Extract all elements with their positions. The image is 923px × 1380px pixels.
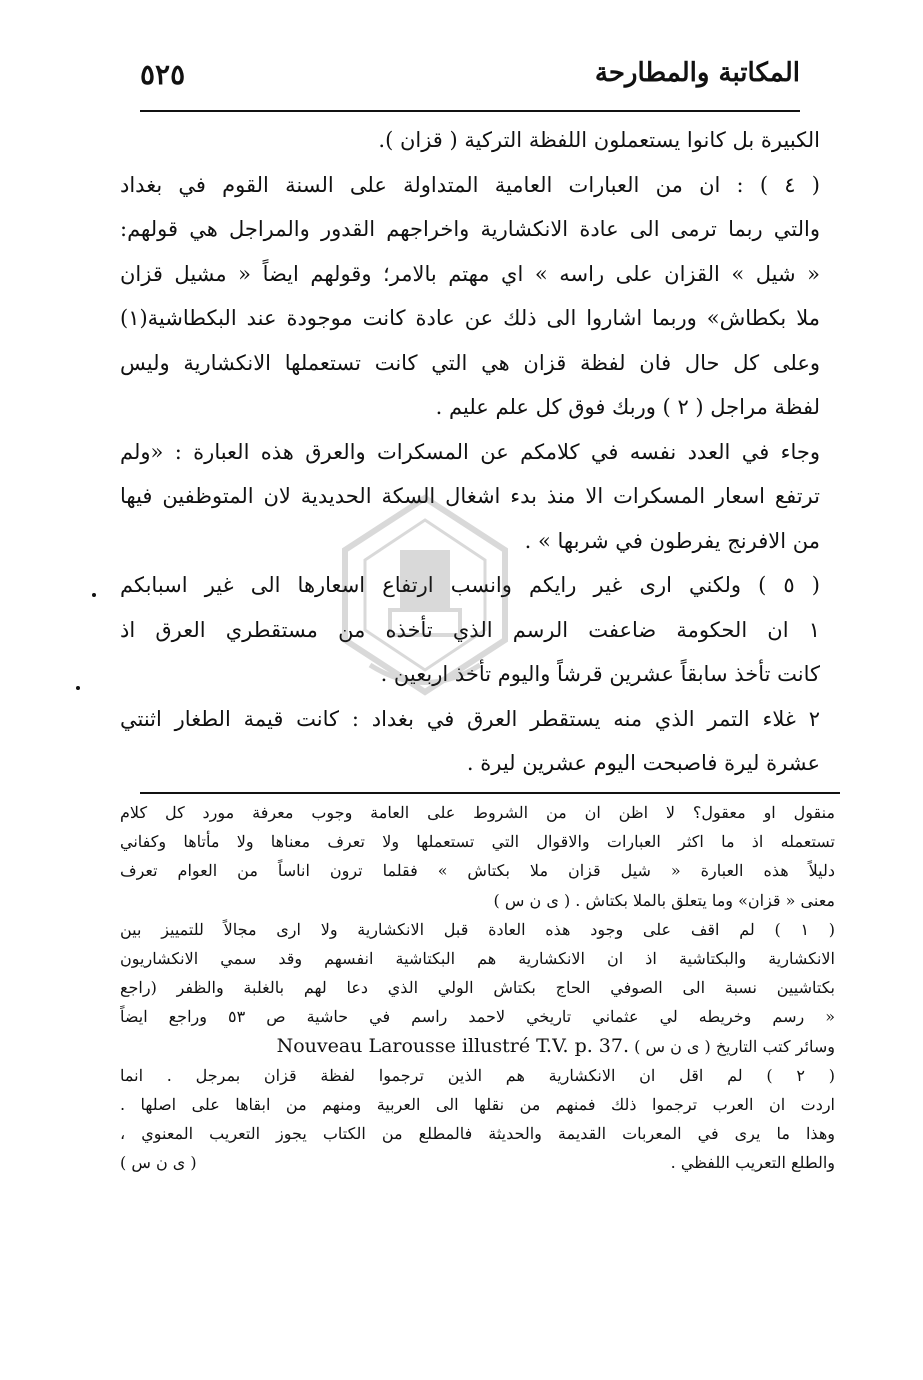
- latin-citation: Nouveau Larousse illustré T.V. p. 37.: [276, 1034, 630, 1057]
- body-line: ( ٤ ) : ان من العبارات العامية المتداولة على السنة القوم في بغداد: [120, 172, 820, 197]
- body-line: ملا بكطاش» وربما اشاروا الى ذلك عن عادة كانت موجودة عند البكطاشية(١): [120, 306, 820, 330]
- body-line: ترتفع اسعار المسكرات الا منذ بدء اشغال السكة الحديدية لان المتوظفين فيها: [120, 484, 820, 508]
- body-line: ( ٥ ) ولكني ارى غير رايكم وانسب ارتفاع اسعارها الى غير اسبابكم: [120, 573, 820, 597]
- header-rule: [140, 110, 800, 112]
- scan-speck: [76, 686, 80, 690]
- body-line: ٢ غلاء التمر الذي منه يستقطر العرق في بغداد : كانت قيمة الطغار اثنتي: [120, 706, 820, 731]
- footnote-line: « رسم وخريطه لي عثماني تاريخي لاحمد راسم في حاشية ص ٥٣ وراجع ايضاً: [120, 1007, 835, 1027]
- body-line: من الافرنج يفرطون في شربها » .: [524, 528, 820, 553]
- footnote-line: منقول او معقول؟ لا اظن ان من الشروط على العامة وجوب معرفة مورد كل كلام: [120, 803, 835, 822]
- footnote-line: الانكشارية والبكتاشية اذ ان الانكشارية هم البكتاشية انفسهم وقد سمي الانكشاريون: [120, 948, 835, 968]
- main-text: [120, 118, 820, 786]
- footnotes: [120, 798, 835, 1177]
- body-line: عشرة ليرة فاصبحت اليوم عشرين ليرة .: [466, 751, 820, 775]
- footnote-line: معنى « قزان» وما يتعلق بالملا بكتاش . ( ى ن س ): [493, 890, 835, 910]
- footnote-rule: [140, 792, 840, 794]
- footnote-line: [120, 1148, 835, 1177]
- footnote-line: ( ٢ ) لم اقل ان الانكشارية هم الذين ترجموا لفظة قزان بمرجل . انما: [120, 1065, 835, 1085]
- body-line: لفظة مراجل ( ٢ ) وربك فوق كل علم عليم .: [435, 395, 820, 419]
- body-line: والتي ربما ترمى الى عادة الانكشارية واخراجهم القدور والمراجل هي قولهم:: [120, 217, 820, 241]
- footnote-line: اردت ان العرب ترجموا ذلك فمنهم من نقلها الى العربية ومنهم من ابقاها على اصلها .: [120, 1094, 835, 1114]
- footnote-line: دليلاً هذه العبارة « شيل قزان ملا بكتاش » فقلما ترون اناساً من العوام تعرف: [120, 861, 835, 881]
- footnote-line: [120, 1032, 835, 1061]
- body-line: وعلى كل حال فان لفظة قزان هي التي كانت تستعملها الانكشارية وليس: [120, 350, 820, 375]
- footnote-line: وهذا ما يرى في المعربات القديمة والحديثة فالمطلع من الكتاب يجوز التعريب المعنوي ،: [120, 1124, 835, 1144]
- scan-speck: [92, 593, 96, 597]
- footnote-signature: ( ى ن س ): [120, 1153, 197, 1173]
- body-line: الكبيرة بل كانوا يستعملون اللفظة التركية ( قزان ).: [378, 128, 820, 152]
- running-title: المكاتبة والمطارحة: [594, 58, 800, 88]
- footnote-line: بكتاشيين نسبة الى الصوفي الحاج بكتاش الولي الذي دعا لهم بالغلبة والظفر (راجع: [120, 978, 835, 998]
- footnote-text: وسائر كتب التاريخ ( ى ن س ): [634, 1036, 835, 1056]
- page-number: ٥٢٥: [140, 58, 186, 91]
- page-header: [140, 52, 800, 108]
- body-line: وجاء في العدد نفسه في كلامكم عن المسكرات والعرق هذه العبارة : «ولم: [120, 439, 820, 464]
- body-line: ١ ان الحكومة ضاعفت الرسم الذي تأخذه من مستقطري العرق اذ: [120, 617, 820, 642]
- body-line: كانت تأخذ سابقاً عشرين قرشاً واليوم تأخذ اربعين .: [380, 662, 820, 686]
- footnote-text: والطلع التعريب اللفظي .: [670, 1153, 835, 1173]
- body-line: « شيل » القزان على راسه » اي مهتم بالامر؛ وقولهم ايضاً « مشيل قزان: [120, 261, 820, 286]
- footnote-line: تستعمله اذ ما اكثر العبارات والاقوال التي تستعملها ولا تعرف معناها ولا مأتاها وكفاني: [120, 832, 835, 852]
- footnote-line: ( ١ ) لم اقف على وجود هذه العادة قبل الانكشارية ولا ارى مجالاً للتمييز بين: [120, 919, 835, 939]
